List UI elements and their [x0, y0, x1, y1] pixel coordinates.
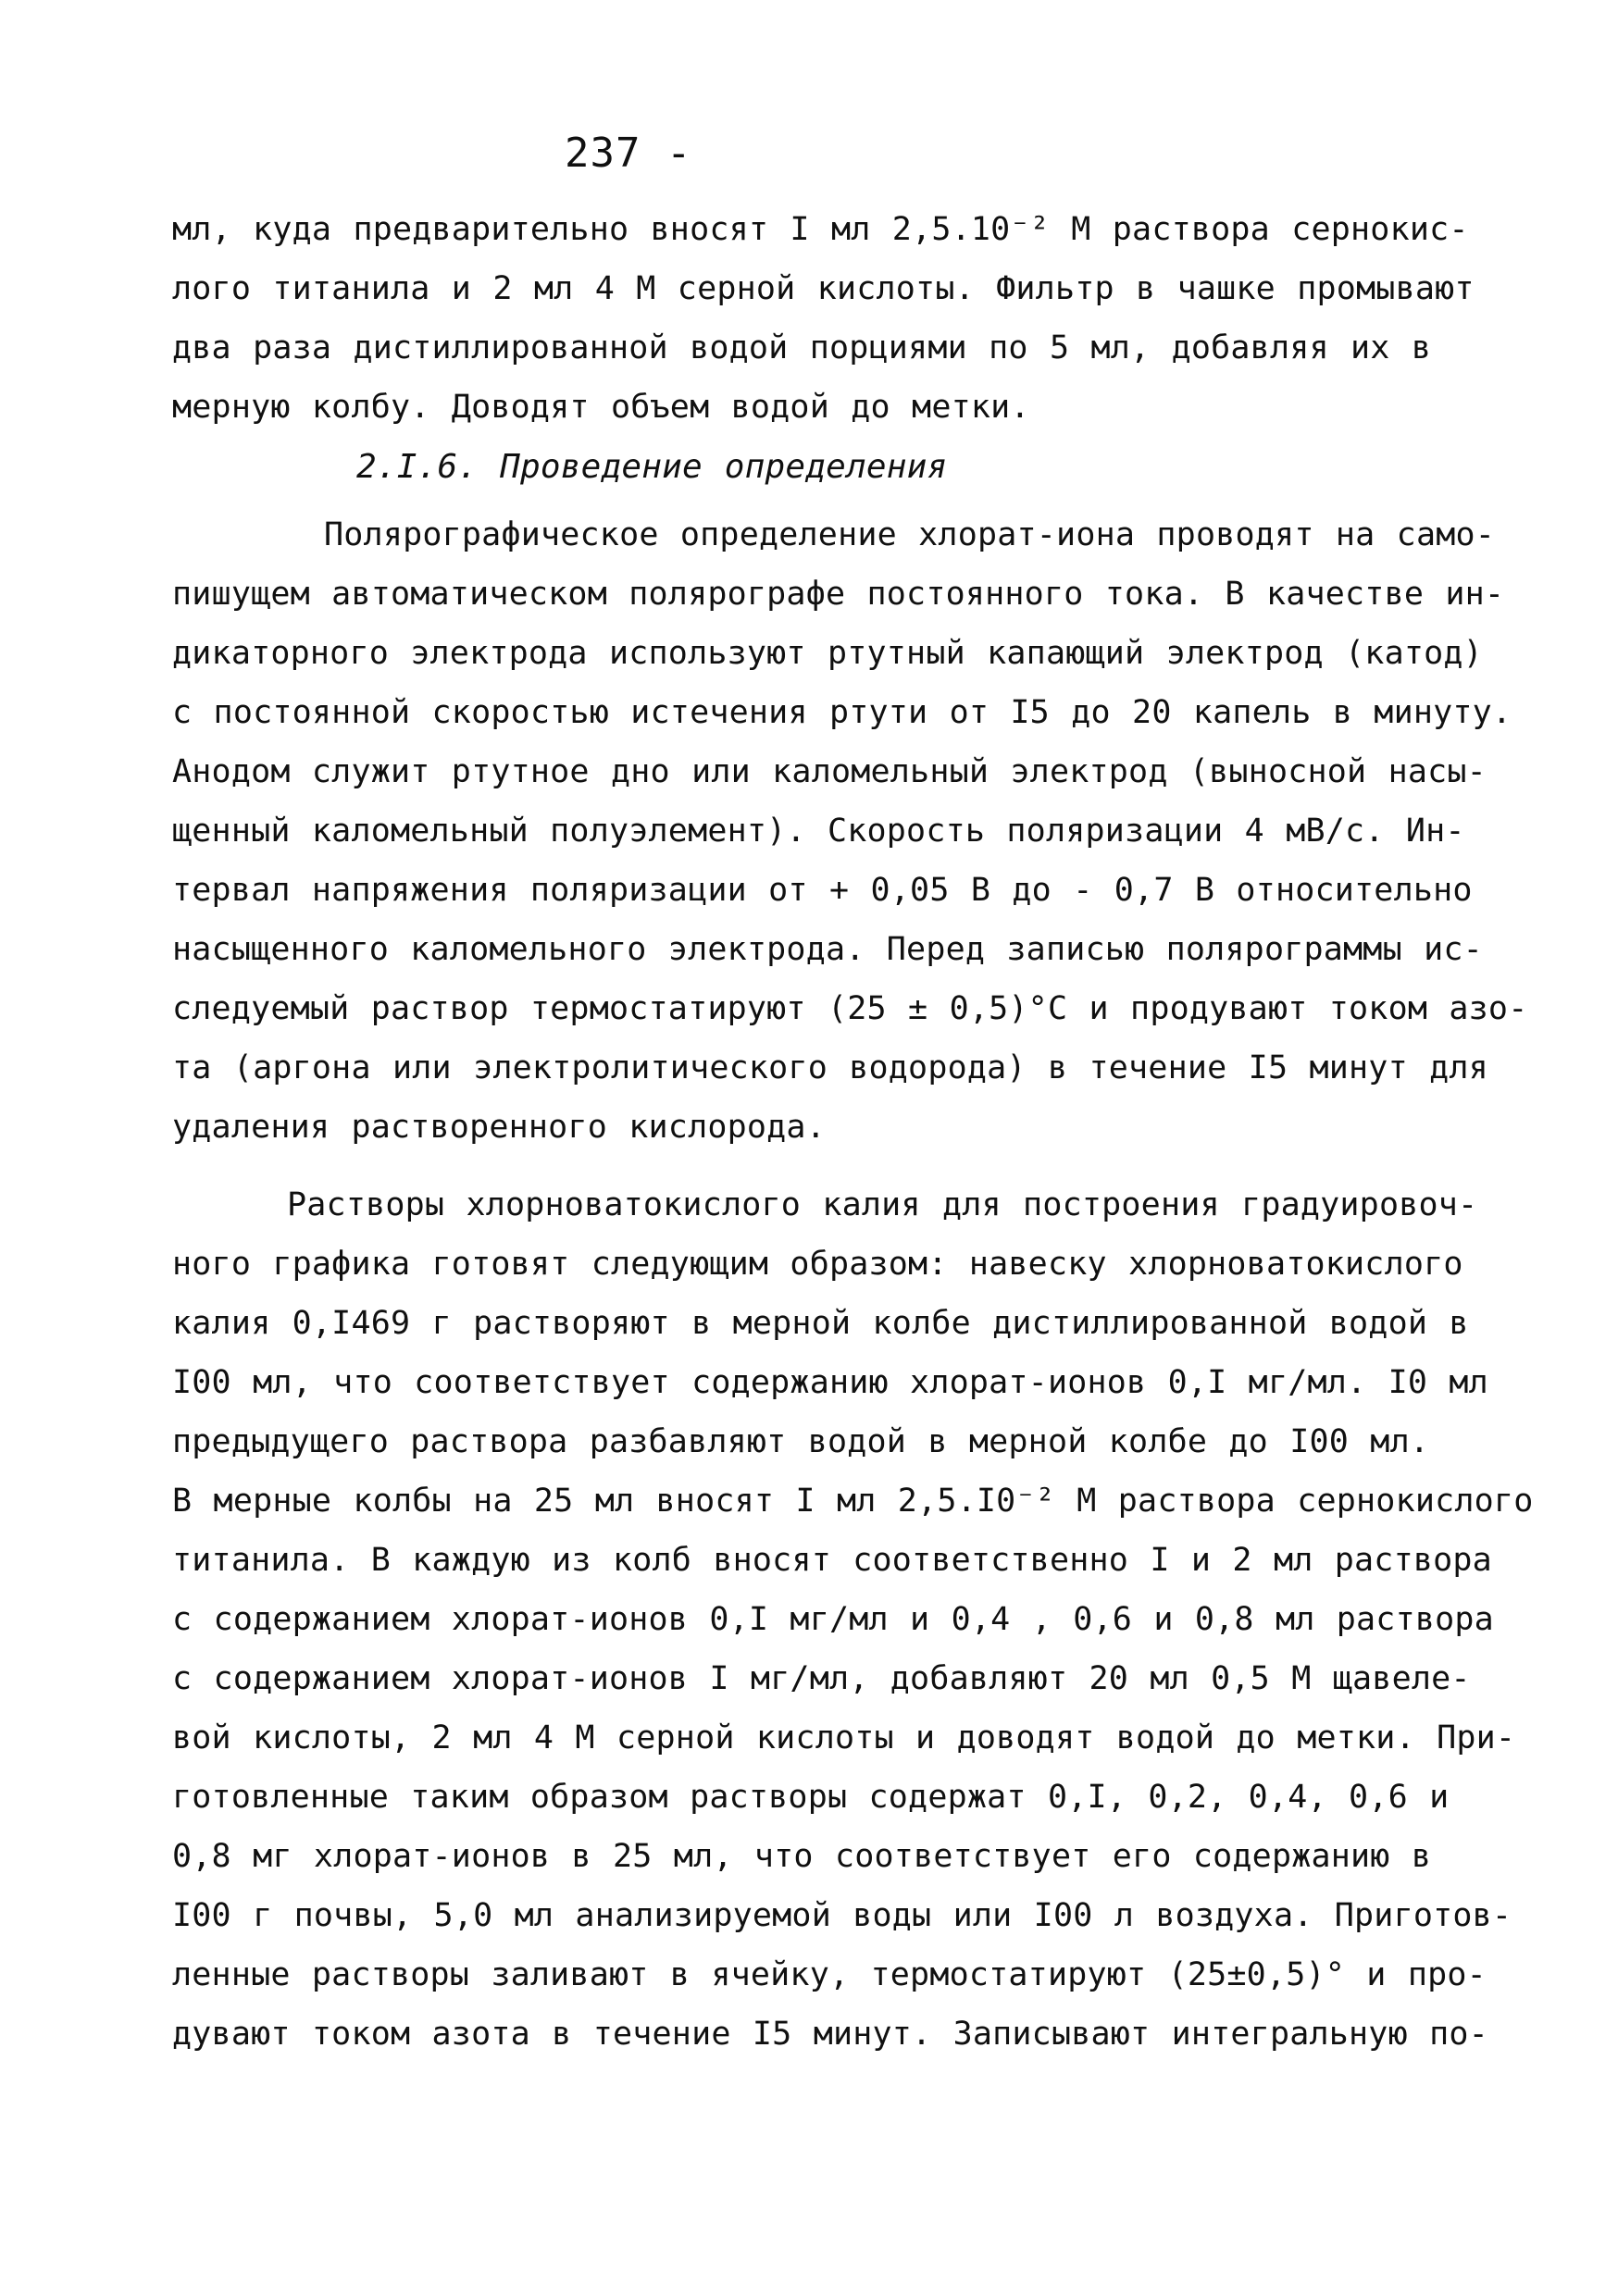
text-line: с содержанием хлорат-ионов I мг/мл, добавляют 20 мл 0,5 М щавеле- [172, 1660, 1471, 1697]
text-line: Полярографическое определение хлорат-иона проводят на само- [324, 516, 1496, 553]
text-line: с содержанием хлорат-ионов 0,I мг/мл и 0,4 , 0,6 и 0,8 мл раствора [172, 1601, 1494, 1638]
text-line: тервал напряжения поляризации от + 0,05 В до - 0,7 В относительно [172, 872, 1473, 909]
text-line: дикаторного электрода используют ртутный капающий электрод (катод) [172, 635, 1483, 672]
text-line: I00 мл, что соответствует содержанию хлорат-ионов 0,I мг/мл. I0 мл [172, 1364, 1488, 1401]
text-line: пишущем автоматическом полярографе постоянного тока. В качестве ин- [172, 576, 1505, 613]
text-line: калия 0,I469 г растворяют в мерной колбе дистиллированной водой в [172, 1305, 1469, 1342]
text-line: В мерные колбы на 25 мл вносят I мл 2,5.I0⁻² М раствора сернокислого [172, 1483, 1534, 1520]
text-line: готовленные таким образом растворы содержат 0,I, 0,2, 0,4, 0,6 и [172, 1779, 1450, 1816]
text-line: ного графика готовят следующим образом: навеску хлорноватокислого [172, 1246, 1463, 1283]
text-line: вой кислоты, 2 мл 4 М серной кислоты и доводят водой до метки. При- [172, 1719, 1516, 1756]
text-line: щенный каломельный полуэлемент). Скорость поляризации 4 мВ/с. Ин- [172, 813, 1465, 850]
text-line: следуемый раствор термостатируют (25 ± 0,5)°С и продувают током азо- [172, 990, 1528, 1027]
text-line: Растворы хлорноватокислого калия для построения градуировоч- [287, 1186, 1478, 1223]
text-line: дувают током азота в течение I5 минут. Записывают интегральную по- [172, 2016, 1488, 2053]
text-line: титанила. В каждую из колб вносят соответственно I и 2 мл раствора [172, 1542, 1492, 1579]
text-line: I00 г почвы, 5,0 мл анализируемой воды или I00 л воздуха. Приготов- [172, 1897, 1512, 1934]
text-line: с постоянной скоростью истечения ртути от I5 до 20 капель в минуту. [172, 694, 1512, 731]
text-line: та (аргона или электролитического водорода) в течение I5 минут для [172, 1049, 1488, 1086]
text-line: насыщенного каломельного электрода. Перед записью полярограммы ис- [172, 931, 1483, 968]
text-line: мерную колбу. Доводят объем водой до метки. [172, 389, 1030, 426]
text-line: предыдущего раствора разбавляют водой в мерной колбе до I00 мл. [172, 1423, 1430, 1460]
text-line: удаления растворенного кислорода. [172, 1109, 826, 1146]
text-line: ленные растворы заливают в ячейку, термостатируют (25±0,5)° и про- [172, 1956, 1487, 1993]
text-line: лого титанила и 2 мл 4 М серной кислоты. Фильтр в чашке промывают [172, 270, 1475, 307]
section-heading: 2.I.6. Проведение определения [356, 448, 948, 486]
text-line: два раза дистиллированной водой порциями по 5 мл, добавляя их в [172, 329, 1432, 366]
text-line: мл, куда предварительно вносят I мл 2,5.10⁻² М раствора сернокис- [172, 211, 1469, 248]
page-number: 237 - [565, 130, 692, 177]
text-line: 0,8 мг хлорат-ионов в 25 мл, что соответствует его содержанию в [172, 1838, 1432, 1875]
text-line: Анодом служит ртутное дно или каломельный электрод (выносной насы- [172, 753, 1487, 790]
